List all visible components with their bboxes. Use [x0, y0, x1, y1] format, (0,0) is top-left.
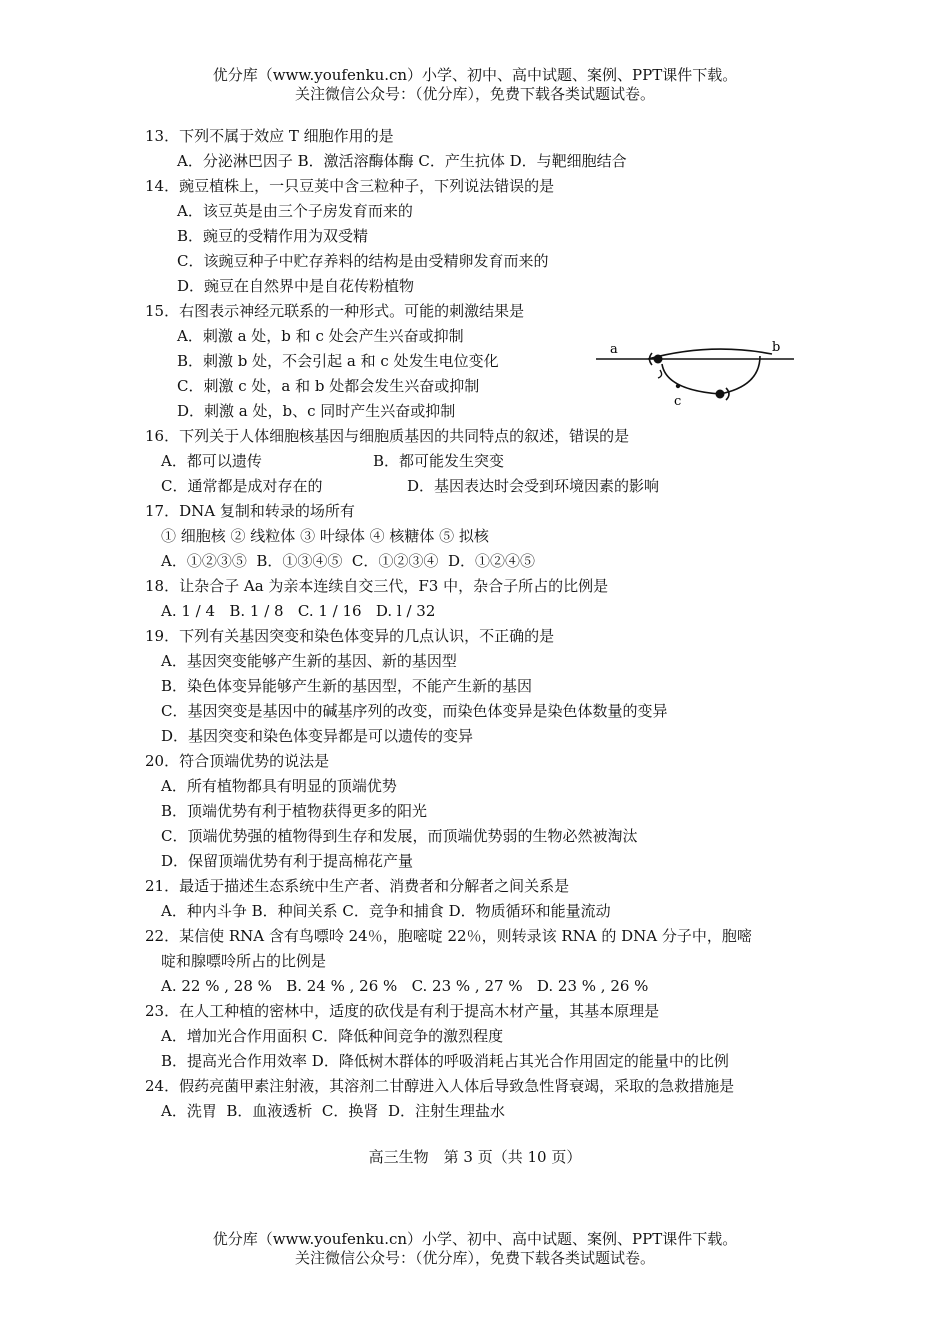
question-list: [145, 124, 825, 1124]
q22-options: A. 22 % , 28 % B. 24 % , 26 % C. 23 % , 27 % D. 23 % , 26 %: [161, 977, 649, 995]
label-b: b: [772, 340, 781, 355]
header-line-1: 优分库（www.youfenku.cn）小学、初中、高中试题、案例、PPT课件下载。: [212, 66, 738, 84]
q23-stem: 23．在人工种植的密林中，适度的砍伐是有利于提高木材产量，其基本原理是: [145, 1002, 660, 1020]
q17-items: ① 细胞核 ② 线粒体 ③ 叶绿体 ④ 核糖体 ⑤ 拟核: [161, 527, 489, 545]
q15-stem: 15．右图表示神经元联系的一种形式。可能的刺激结果是: [145, 302, 525, 320]
q20-stem: 20．符合顶端优势的说法是: [145, 752, 330, 770]
q15-option-d: D．刺激 a 处，b、c 同时产生兴奋或抑制: [177, 402, 456, 420]
synapse-cup-lower: [658, 370, 662, 378]
q17-options: A．①②③⑤ B．①③④⑤ C．①②③④ D．①②④⑤: [161, 552, 535, 570]
q19-stem: 19．下列有关基因突变和染色体变异的几点认识，不正确的是: [145, 627, 555, 645]
q22-stem: 22．某信使 RNA 含有鸟嘌呤 24％，胞嘧啶 22％，则转录该 RNA 的 DNA 分子中，胞嘧: [145, 927, 752, 945]
q21-options: A．种内斗争 B．种间关系 C．竞争和捕食 D．物质循环和能量流动: [161, 902, 611, 920]
q20-option-a: A．所有植物都具有明显的顶端优势: [161, 777, 397, 795]
q14-option-a: A．该豆英是由三个子房发育而来的: [177, 202, 413, 220]
bottom-header-line-2: 关注微信公众号：（优分库），免费下载各类试题试卷。: [294, 1249, 655, 1267]
synapse-dot-left: [654, 355, 663, 364]
q20-option-b: B．顶端优势有利于植物获得更多的阳光: [161, 802, 428, 820]
q18-options: A. 1 / 4 B. 1 / 8 C. 1 / 16 D. l / 32: [161, 602, 436, 620]
q21-stem: 21．最适于描述生态系统中生产者、消费者和分解者之间关系是: [145, 877, 570, 895]
q16-option-b: B．都可能发生突变: [373, 452, 505, 470]
page-bottom-header: [0, 1230, 950, 1268]
label-a: a: [610, 342, 618, 357]
q13-options: A．分泌淋巴因子 B．激活溶酶体酶 C．产生抗体 D．与靶细胞结合: [177, 152, 627, 170]
q23-options-row-1: A．增加光合作用面积 C．降低种间竞争的激烈程度: [161, 1027, 504, 1045]
q24-options: A．洗胃 B．血液透析 C．换肾 D．注射生理盐水: [161, 1102, 505, 1120]
q24-stem: 24．假药亮菌甲素注射液，其溶剂二甘醇进入人体后导致急性肾衰竭，采取的急救措施是: [145, 1077, 735, 1095]
neuron-arc-upper: [648, 349, 772, 359]
q16-stem: 16．下列关于人体细胞核基因与细胞质基因的共同特点的叙述，错误的是: [145, 427, 630, 445]
q16-option-d: D．基因表达时会受到环境因素的影响: [407, 477, 660, 495]
q14-option-b: B．豌豆的受精作用为双受精: [177, 227, 369, 245]
q14-option-d: D．豌豆在自然界中是自花传粉植物: [177, 277, 415, 295]
q19-option-a: A．基因突变能够产生新的基因、新的基因型: [161, 652, 457, 670]
q22-stem-continued: 啶和腺嘌呤所占的比例是: [161, 952, 327, 970]
q16-options-row-2: [145, 474, 825, 499]
neuron-arc-lower: [662, 364, 720, 394]
q16-option-a: A．都可以遗传: [161, 452, 262, 470]
q13-stem: 13．下列不属于效应 T 细胞作用的是: [145, 127, 394, 145]
q19-option-d: D．基因突变和染色体变异都是可以遗传的变异: [161, 727, 474, 745]
q23-options-row-2: B．提高光合作用效率 D．降低树木群体的呼吸消耗占其光合作用固定的能量中的比例: [161, 1052, 729, 1070]
point-c-dot: [676, 384, 680, 388]
q14-stem: 14．豌豆植株上，一只豆荚中含三粒种子，下列说法错误的是: [145, 177, 555, 195]
synapse-cup-bottom: [726, 388, 729, 400]
synapse-dot-bottom: [716, 390, 725, 399]
q15-option-b: B．刺激 b 处，不会引起 a 和 c 处发生电位变化: [177, 352, 499, 370]
neuron-connection-diagram: [590, 338, 800, 414]
q19-option-c: C．基因突变是基因中的碱基序列的改变，而染色体变异是染色体数量的变异: [161, 702, 668, 720]
q15-option-a: A．刺激 a 处，b 和 c 处会产生兴奋或抑制: [177, 327, 464, 345]
page-header: [0, 66, 950, 104]
q14-option-c: C．该豌豆种子中贮存养料的结构是由受精卵发育而来的: [177, 252, 549, 270]
q16-options-row-1: [145, 449, 825, 474]
label-c: c: [674, 394, 682, 409]
q20-option-d: D．保留顶端优势有利于提高棉花产量: [161, 852, 414, 870]
q16-option-c: C．通常都是成对存在的: [161, 477, 323, 495]
q19-option-b: B．染色体变异能够产生新的基因型，不能产生新的基因: [161, 677, 533, 695]
page-footer: 高三生物 第 3 页（共 10 页）: [368, 1148, 582, 1166]
q17-stem: 17．DNA 复制和转录的场所有: [145, 502, 355, 520]
q20-option-c: C．顶端优势强的植物得到生存和发展，而顶端优势弱的生物必然被淘汰: [161, 827, 638, 845]
q15-option-c: C．刺激 c 处，a 和 b 处都会发生兴奋或抑制: [177, 377, 480, 395]
header-line-2: 关注微信公众号：（优分库），免费下载各类试题试卷。: [294, 85, 655, 103]
bottom-header-line-1: 优分库（www.youfenku.cn）小学、初中、高中试题、案例、PPT课件下载。: [212, 1230, 738, 1248]
q18-stem: 18．让杂合子 Aa 为亲本连续自交三代，F3 中，杂合子所占的比例是: [145, 577, 609, 595]
